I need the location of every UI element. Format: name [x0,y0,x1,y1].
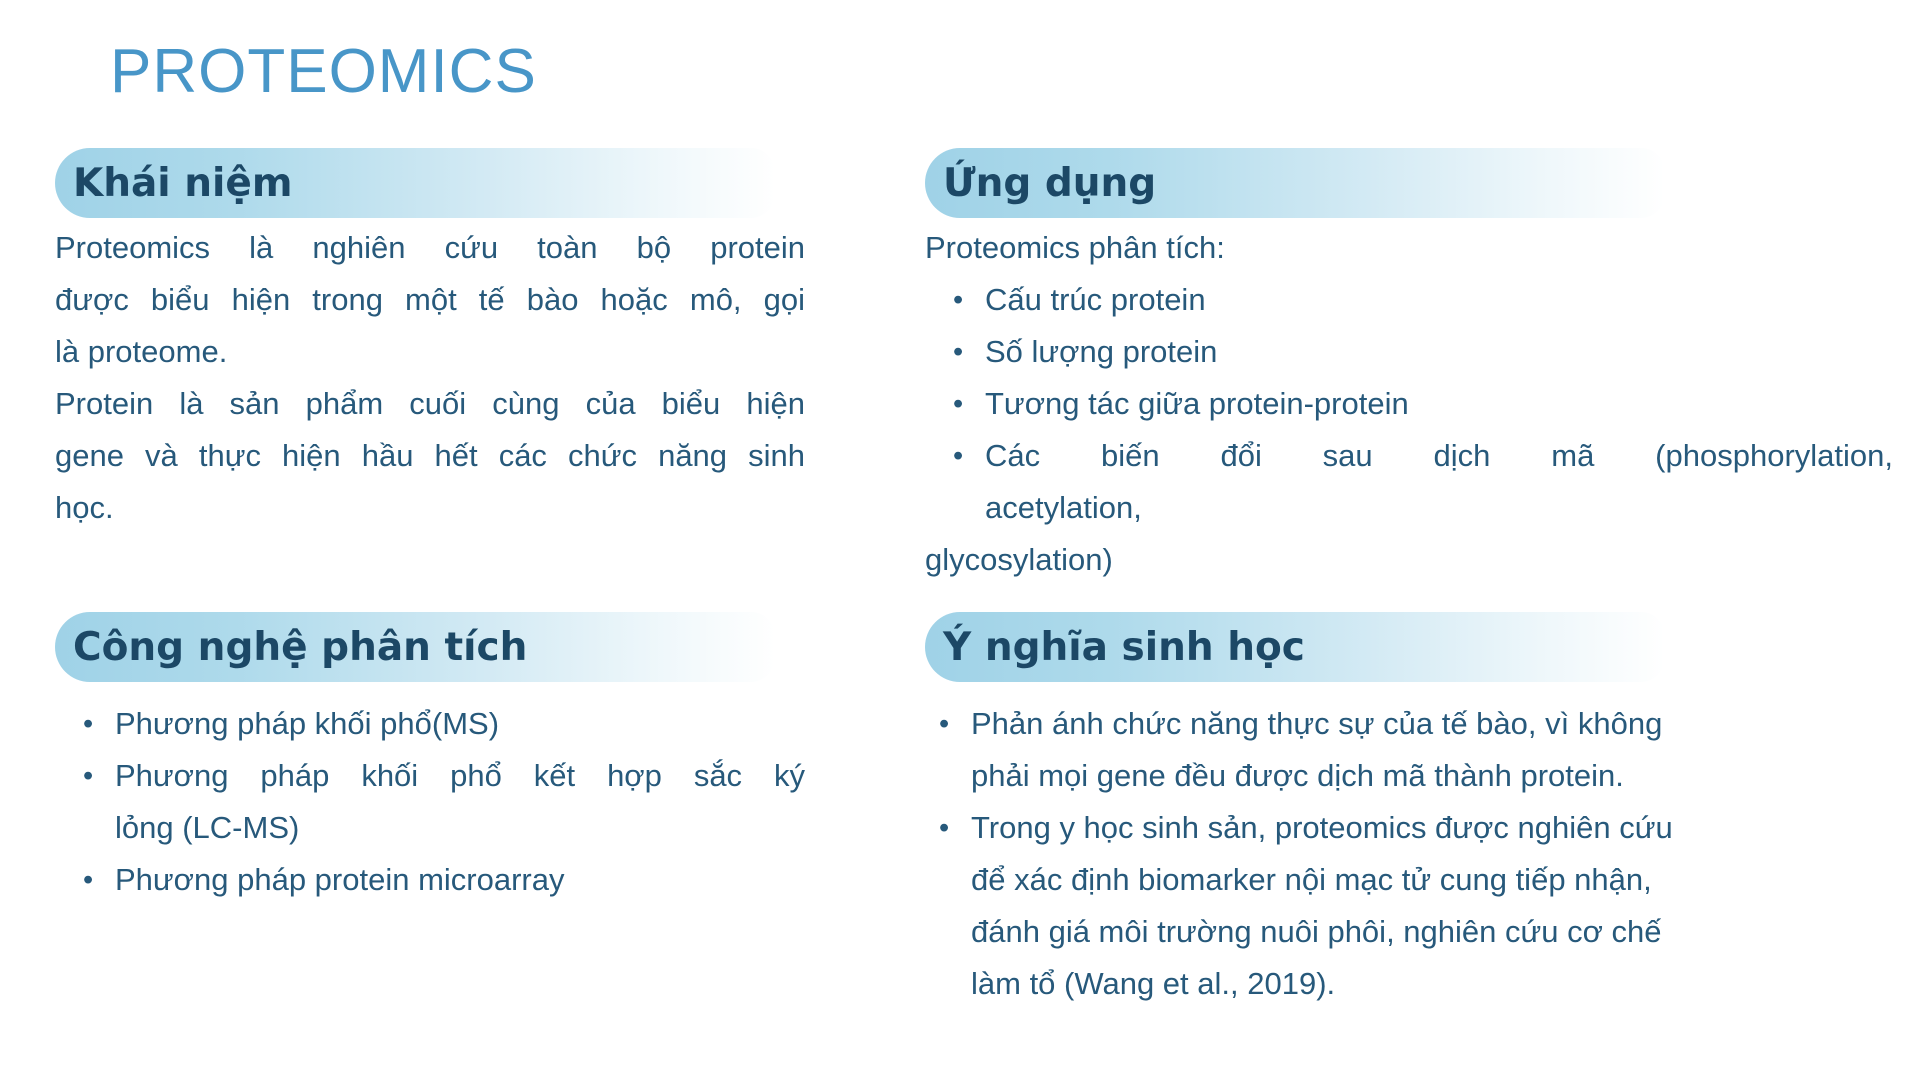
list-item [925,430,1893,534]
list-item [55,854,805,906]
bullet-icon: • [953,284,964,316]
page-title: PROTEOMICS [110,37,537,106]
paragraph-line: là proteome. [55,334,228,369]
section-technology [55,612,805,906]
bullet-icon: • [83,864,94,896]
section-technology-heading: Công nghệ phân tích [73,624,528,670]
list-item-line: làm tổ (Wang et al., 2019). [971,966,1336,1001]
bullet-icon: • [953,440,964,472]
list-item-line: acetylation, [985,490,1142,525]
list-item-line: để xác định biomarker nội mạc tử cung tiếp nhận, [971,862,1652,897]
overflow-line: glycosylation) [925,542,1113,577]
list-item-line: Phản ánh chức năng thực sự của tế bào, vì không [971,706,1663,741]
paragraph-line: Proteomics là nghiên cứu toàn bộ protein [55,230,805,265]
section-applications-body [925,222,1893,586]
paragraph-line: được biểu hiện trong một tế bào hoặc mô, gọi [55,282,805,317]
bullet-icon: • [939,812,950,844]
list-item-line: phải mọi gene đều được dịch mã thành protein. [971,758,1624,793]
section-technology-body [55,698,805,906]
section-applications-heading: Ứng dụng [943,160,1157,206]
list-item-line: đánh giá môi trường nuôi phôi, nghiên cứu cơ chế [971,914,1662,949]
bullet-icon: • [83,708,94,740]
list-item-line: Các biến đổi sau dịch mã (phosphorylation, [985,438,1893,473]
paragraph-line: gene và thực hiện hầu hết các chức năng sinh [55,438,805,473]
list-item [55,698,805,750]
section-technology-header-band [55,612,775,682]
list-item-line: Phương pháp khối phổ(MS) [115,706,500,741]
paragraph-line: học. [55,490,114,525]
section-concept-header-band [55,148,775,218]
list-item [925,326,1893,378]
section-significance-body [925,698,1885,1010]
section-significance-header-band [925,612,1665,682]
bullet-icon: • [953,388,964,420]
list-item [55,750,805,854]
bullet-icon: • [939,708,950,740]
section-significance [925,612,1885,1010]
section-concept [55,148,805,534]
list-item-line: Tương tác giữa protein-protein [985,386,1409,421]
list-item-line: Số lượng protein [985,334,1218,369]
section-concept-heading: Khái niệm [73,160,293,206]
list-item-line: lỏng (LC-MS) [115,810,300,845]
bullet-icon: • [83,760,94,792]
list-item-line: Trong y học sinh sản, proteomics được nghiên cứu [971,810,1673,845]
section-significance-heading: Ý nghĩa sinh học [943,624,1305,670]
list-item [925,802,1885,1010]
list-intro: Proteomics phân tích: [925,230,1225,265]
section-applications-header-band [925,148,1665,218]
section-concept-body [55,222,805,534]
list-item-line: Cấu trúc protein [985,282,1206,317]
bullet-icon: • [953,336,964,368]
paragraph-line: Protein là sản phẩm cuối cùng của biểu hiện [55,386,805,421]
list-item-line: Phương pháp protein microarray [115,862,565,897]
list-item [925,698,1885,802]
list-item-line: Phương pháp khối phổ kết hợp sắc ký [115,758,805,793]
section-applications [925,148,1893,586]
list-item [925,378,1893,430]
list-item [925,274,1893,326]
